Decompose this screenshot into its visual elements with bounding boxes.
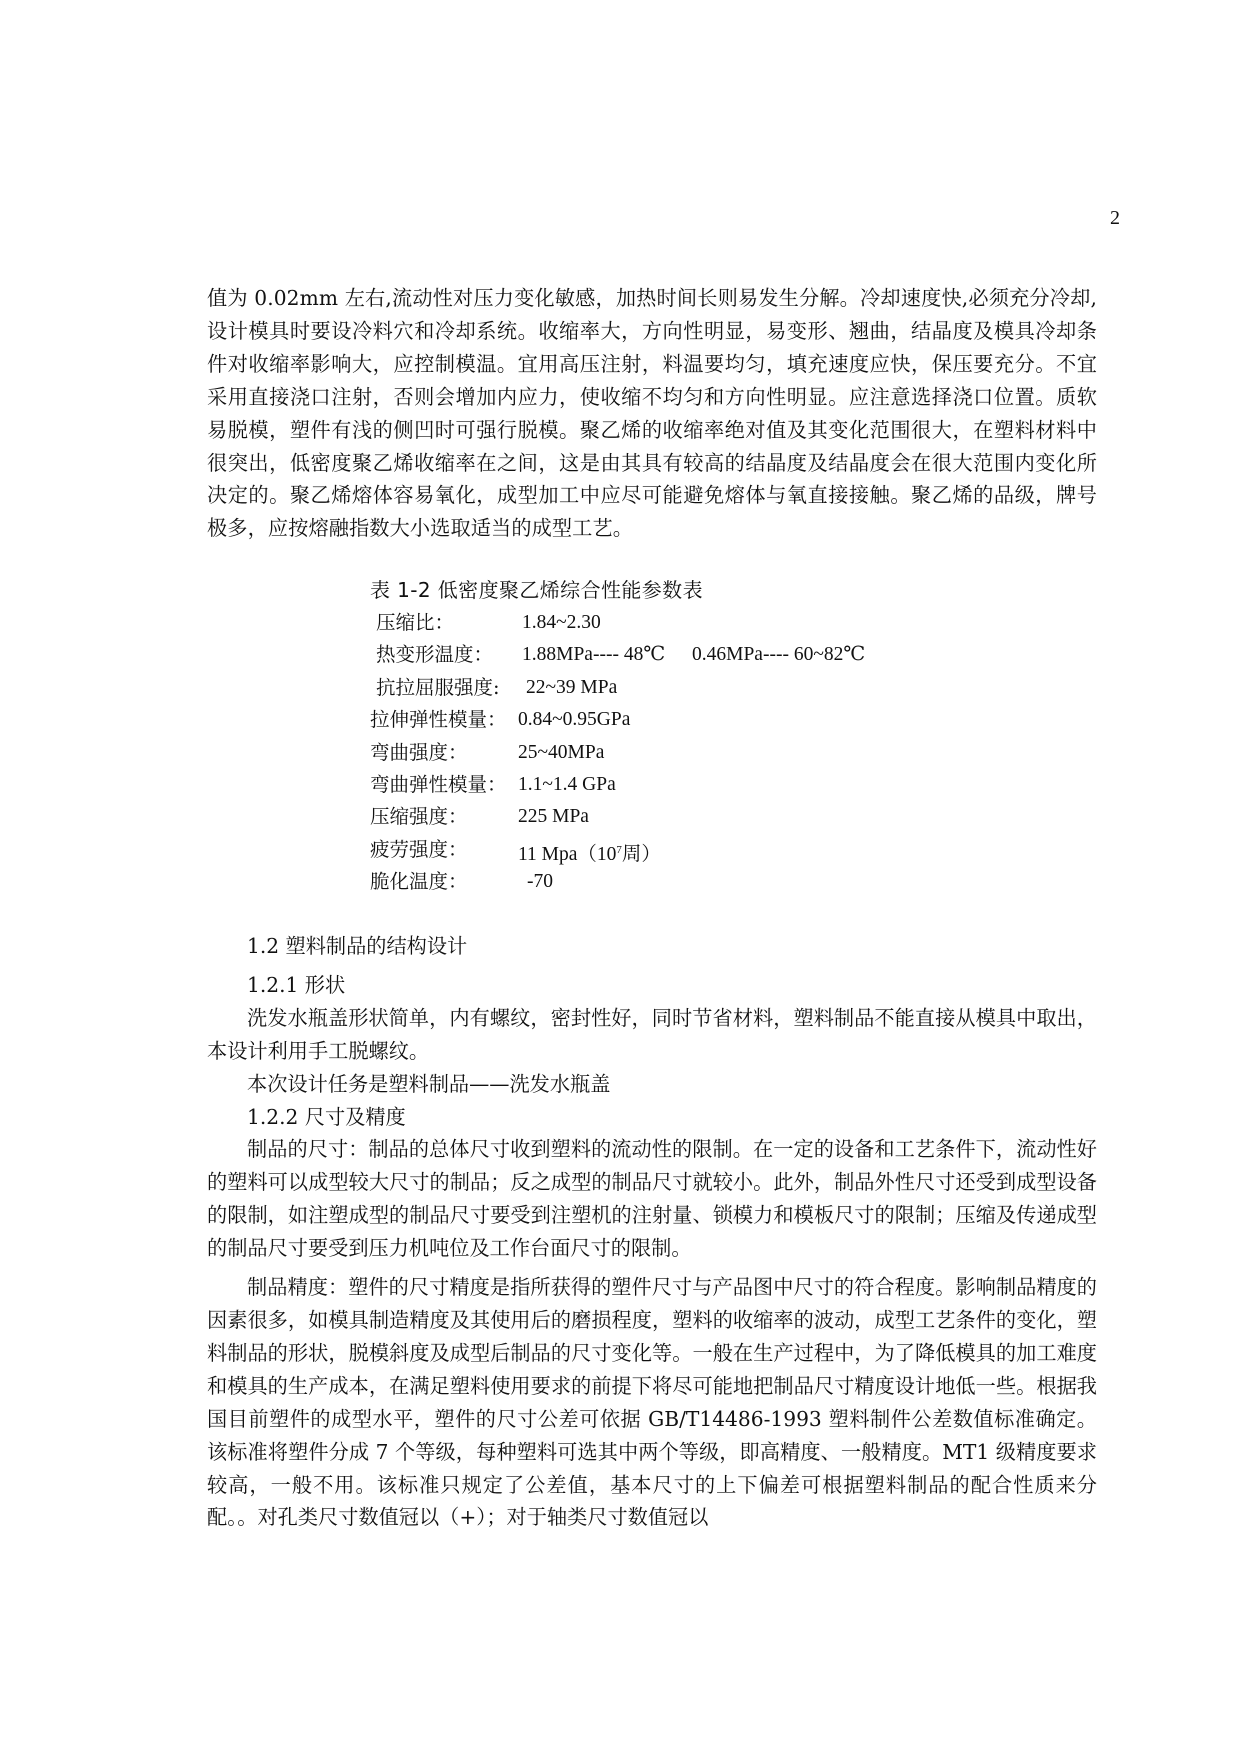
property-value: 1.1~1.4 GPa bbox=[518, 773, 616, 795]
property-label: 拉伸弹性模量： bbox=[370, 708, 507, 732]
property-value: 25~40MPa bbox=[518, 741, 605, 763]
section-1-2 bbox=[207, 930, 1097, 1534]
subsection-heading-shape: 1.2.1 形状 bbox=[247, 972, 346, 997]
property-value: -70 bbox=[527, 871, 553, 893]
property-label: 压缩强度： bbox=[370, 805, 468, 829]
property-value: 0.84~0.95GPa bbox=[518, 709, 631, 731]
property-value: 1.88MPa---- 48℃ bbox=[522, 644, 666, 666]
section-heading: 1.2 塑料制品的结构设计 bbox=[247, 934, 468, 958]
property-label: 弯曲强度： bbox=[370, 740, 468, 764]
precision-paragraph: 制品精度：塑件的尺寸精度是指所获得的塑件尺寸与产品图中尺寸的符合程度。影响制品精度的因素很多，如模具制造精度及其使用后的磨损程度，塑料的收缩率的波动，成型工艺条件的变化，塑料制品的形状，脱模斜度及成型后制品的尺寸变化等。一般在生产过程中，为了降低模具的加工难度和模具的生产成本，在满足塑料使用要求的前提下将尽可能地把制品尺寸精度设计地低一些。根据我国目前塑件的成型水平，塑件的尺寸公差可依据 GB/T14486-1993 塑料制件公差数值标准确定。该标准将塑件分成 7 个等级，每种塑料可选其中两个等级，即高精度、一般精度。MT1 级精度要求较高，一般不用。该标准只规定了公差值，基本尺寸的上下偏差可根据塑料制品的配合性质来分配。。对孔类尺寸数值冠以（+）；对于轴类尺寸数值冠以 bbox=[207, 1275, 1097, 1530]
table-caption: 表 1-2 低密度聚乙烯综合性能参数表 bbox=[370, 578, 703, 602]
page-number: 2 bbox=[1110, 207, 1120, 229]
design-task-paragraph: 本次设计任务是塑料制品——洗发水瓶盖 bbox=[247, 1071, 611, 1096]
property-label: 疲劳强度： bbox=[370, 837, 468, 861]
property-value: 1.84~2.30 bbox=[522, 612, 601, 633]
size-paragraph: 制品的尺寸：制品的总体尺寸收到塑料的流动性的限制。在一定的设备和工艺条件下，流动性好的塑料可以成型较大尺寸的制品；反之成型的制品尺寸就较小。此外，制品外性尺寸还受到成型设备的限制，如注塑成型的制品尺寸要受到注塑机的注射量、锁模力和模板尺寸的限制；压缩及传递成型的制品尺寸要受到压力机吨位及工作台面尺寸的限制。 bbox=[207, 1137, 1097, 1261]
property-value: 22~39 MPa bbox=[526, 676, 618, 698]
shape-paragraph: 洗发水瓶盖形状简单，内有螺纹，密封性好，同时节省材料，塑料制品不能直接从模具中取出，本设计利用手工脱螺纹。 bbox=[207, 1005, 1097, 1063]
property-label: 热变形温度： bbox=[376, 643, 494, 667]
property-value-exponent: 7 bbox=[616, 843, 622, 856]
property-label: 脆化温度： bbox=[370, 870, 468, 894]
property-label: 压缩比： bbox=[376, 611, 455, 634]
intro-paragraph: 值为 0.02mm 左右,流动性对压力变化敏感，加热时间长则易发生分解。冷却速度快,必须充分冷却,设计模具时要设冷料穴和冷却系统。收缩率大，方向性明显，易变形、翘曲，结晶度及模具冷却条件对收缩率影响大，应控制模温。宜用高压注射，料温要均匀，填充速度应快，保压要充分。不宜采用直接浇口注射，否则会增加内应力，使收缩不均匀和方向性明显。应注意选择浇口位置。质软易脱模，塑件有浅的侧凹时可强行脱模。聚乙烯的收缩率绝对值及其变化范围很大，在塑料材料中很突出，低密度聚乙烯收缩率在之间，这是由其具有较高的结晶度及结晶度会在很大范围内变化所决定的。聚乙烯熔体容易氧化，成型加工中应尽可能避免熔体与氧直接接触。聚乙烯的品级，牌号极多，应按熔融指数大小选取适当的成型工艺。 bbox=[207, 286, 1097, 541]
property-label: 抗拉屈服强度: bbox=[376, 675, 500, 699]
property-value-secondary: 0.46MPa---- 60~82℃ bbox=[692, 644, 866, 666]
property-value-text: 11 Mpa（10 bbox=[518, 843, 617, 865]
subsection-heading-size-precision: 1.2.2 尺寸及精度 bbox=[247, 1104, 406, 1129]
property-value: 225 MPa bbox=[518, 806, 589, 828]
property-value-unit: 周） bbox=[621, 843, 661, 865]
property-label: 弯曲弹性模量： bbox=[370, 772, 507, 796]
